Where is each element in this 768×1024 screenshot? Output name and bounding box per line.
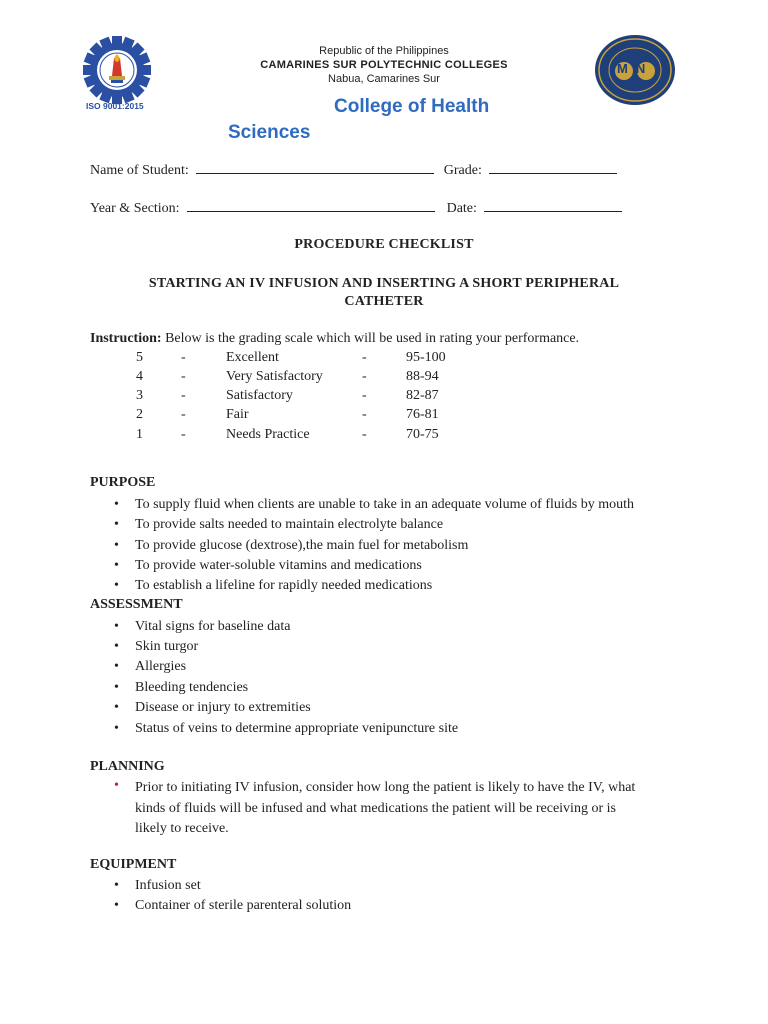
name-blank[interactable] [196, 160, 434, 174]
planning-bullet-icon: • [114, 778, 119, 793]
school-address: Nabua, Camarines Sur [328, 73, 440, 85]
scale-label: Satisfactory [226, 388, 293, 403]
planning-heading: PLANNING [90, 759, 165, 774]
bullet-icon: • [114, 700, 119, 715]
procedure-title-line1: STARTING AN IV INFUSION AND INSERTING A SHORT PERIPHERAL [148, 276, 620, 291]
instruction [90, 331, 579, 347]
scale-label: Excellent [226, 350, 279, 365]
procedure-title-line2: CATHETER [344, 294, 424, 309]
assessment-heading: ASSESSMENT [90, 597, 183, 612]
scale-dash: - [181, 388, 186, 403]
instruction-label: Instruction: [90, 331, 162, 346]
scale-score: 4 [136, 369, 143, 384]
instruction-text: Below is the grading scale which will be used in rating your performance. [165, 331, 580, 346]
scale-score: 1 [136, 427, 143, 442]
grade-blank[interactable] [489, 160, 617, 174]
bullet-icon: • [114, 659, 119, 674]
bullet-icon: • [114, 639, 119, 654]
bullet-icon: • [114, 578, 119, 593]
scale-label: Needs Practice [226, 427, 310, 442]
year-section-blank[interactable] [187, 198, 435, 212]
planning-line: likely to receive. [135, 821, 229, 836]
scale-dash2: - [362, 369, 367, 384]
scale-dash2: - [362, 388, 367, 403]
year-date-row [90, 198, 622, 217]
republic-line: Republic of the Philippines [319, 45, 449, 57]
bullet-icon: • [114, 680, 119, 695]
college-name-line2: Sciences [228, 122, 311, 143]
scale-range: 76-81 [406, 407, 439, 422]
bullet-icon: • [114, 517, 119, 532]
scale-dash2: - [362, 350, 367, 365]
bullet-icon: • [114, 497, 119, 512]
scale-score: 2 [136, 407, 143, 422]
scale-range: 82-87 [406, 388, 439, 403]
scale-dash: - [181, 427, 186, 442]
grade-label: Grade: [443, 163, 482, 178]
scale-label: Very Satisfactory [226, 369, 323, 384]
checklist-title: PROCEDURE CHECKLIST [294, 237, 474, 252]
college-name-clipped [228, 118, 348, 143]
year-section-label: Year & Section: [90, 201, 180, 216]
scale-range: 88-94 [406, 369, 439, 384]
scale-score: 5 [136, 350, 143, 365]
school-name: CAMARINES SUR POLYTECHNIC COLLEGES [260, 59, 508, 71]
name-label: Name of Student: [90, 163, 189, 178]
scale-dash: - [181, 407, 186, 422]
name-grade-row [90, 160, 617, 179]
scale-range: 95-100 [406, 350, 446, 365]
scale-range: 70-75 [406, 427, 439, 442]
planning-text [135, 778, 695, 840]
bullet-icon: • [114, 878, 119, 893]
iso-badge: ISO 9001:2015 [86, 101, 144, 111]
equipment-heading: EQUIPMENT [90, 857, 177, 872]
scale-score: 3 [136, 388, 143, 403]
bullet-icon: • [114, 898, 119, 913]
planning-line: Prior to initiating IV infusion, consider how long the patient is likely to have the IV, what [135, 780, 636, 795]
bullet-icon: • [114, 619, 119, 634]
bullet-icon: • [114, 558, 119, 573]
scale-dash: - [181, 369, 186, 384]
scale-dash: - [181, 350, 186, 365]
college-name: College of Health [334, 96, 490, 117]
bullet-icon: • [114, 538, 119, 553]
scale-dash2: - [362, 427, 367, 442]
bullet-icon: • [114, 721, 119, 736]
date-label: Date: [446, 201, 477, 216]
purpose-heading: PURPOSE [90, 475, 156, 490]
date-blank[interactable] [484, 198, 622, 212]
scale-dash2: - [362, 407, 367, 422]
planning-line: kinds of fluids will be infused and what medications the patient will be receiving or is [135, 800, 616, 816]
scale-label: Fair [226, 407, 249, 422]
seal-letters: MN [617, 61, 654, 76]
